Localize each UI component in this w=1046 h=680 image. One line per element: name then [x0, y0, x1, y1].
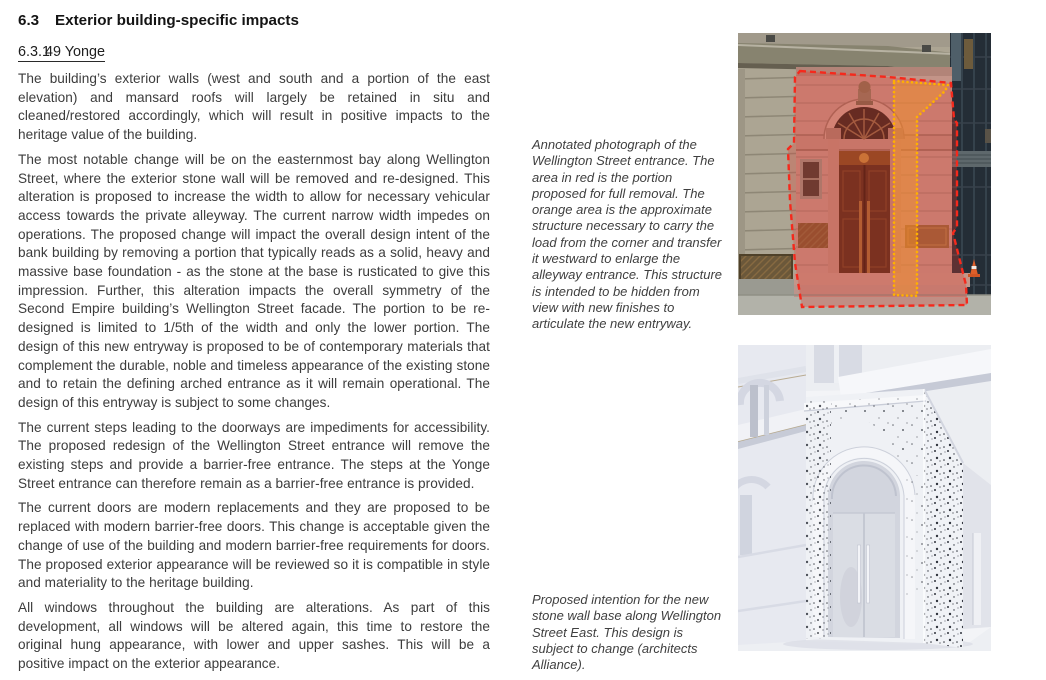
- section-heading: [18, 12, 490, 29]
- red-removal-area-overlay: [788, 71, 967, 307]
- section-title: Exterior building-specific impacts: [55, 12, 299, 29]
- annotated-photo-graphic: [738, 33, 991, 315]
- body-paragraph: The building’s exterior walls (west and south and a portion of the east elevation) and mansard roofs will largely be retained in situ and cleaned/restored accordingly, which will result in positive impacts to the heritage value of the building.: [18, 71, 490, 143]
- body-paragraph: The current steps leading to the doorways are impediments for accessibility. The proposed redesign of the Wellington Street entrance will remove the existing steps and provide a barrier-free entrance. The steps at the Yonge Street entrance can therefore remain as a barrier-free entrance is provided.: [18, 419, 490, 491]
- figure-caption-render: Proposed intention for the new stone wall base along Wellington Street East. This design is subject to change (architects Alliance).: [532, 592, 722, 673]
- body-paragraph: The most notable change will be on the easternmost bay along Wellington Street, where the exterior stone wall will be removed and re-designed. This alteration is proposed to increase the width to allow for necessary vehicular access towards the private alleyway. The current narrow width impedes on operations. The proposed change will impact the overall design intent of the bank building by removing a portion that typically reads as a solid, heavy and massive base foundation - as the stone at the base is rusticated to give this impression. Further, this alteration impacts the overall symmetry of the Second Empire building’s Wellington Street facade. The portion to be re-designed is limited to 1/5th of the width and only the lower portion. The design of this new entryway is proposed to be of contemporary materials that complement the durable, noble and timeless appearance of the existing stone and to retain the defining arched entrance as it will remain operational. The design of this entryway is subject to some changes.: [18, 151, 490, 410]
- main-text-column: [18, 12, 490, 680]
- subsection-number: 6.3.1: [18, 44, 51, 60]
- render-new-stone-wall-base: [738, 345, 991, 651]
- subsection-heading: [18, 44, 490, 60]
- annotated-photo-wellington-entrance: [738, 33, 991, 315]
- figure-caption-annotated-photo: Annotated photograph of the Wellington Street entrance. The area in red is the portion proposed for full removal. The orange area is the approximate structure necessary to carry the load from the corner and transfer it westward to enlarge the alleyway entrance. This structure is intended to be hidden from view with new finishes to articulate the new entryway.: [532, 137, 723, 332]
- body-paragraph: The current doors are modern replacements and they are proposed to be replaced with modern barrier-free doors. This change is acceptable given the change of use of the building and modern barrier-free requirements for doors. The proposed exterior appearance will be reviewed so it is compatible in style and materiality to the heritage building.: [18, 500, 490, 591]
- section-number: 6.3: [18, 12, 40, 29]
- render-graphic: [738, 345, 991, 651]
- subsection-underline: [18, 44, 105, 62]
- subsection-title: 49 Yonge: [45, 44, 106, 60]
- body-paragraph: All windows throughout the building are alterations. As part of this development, all windows will be altered again, this time to restore the original hung appearance, with lower and upper sashes. This will be a positive impact on the exterior appearance.: [18, 599, 490, 672]
- door-handle: [858, 545, 861, 603]
- door-handle: [867, 545, 870, 603]
